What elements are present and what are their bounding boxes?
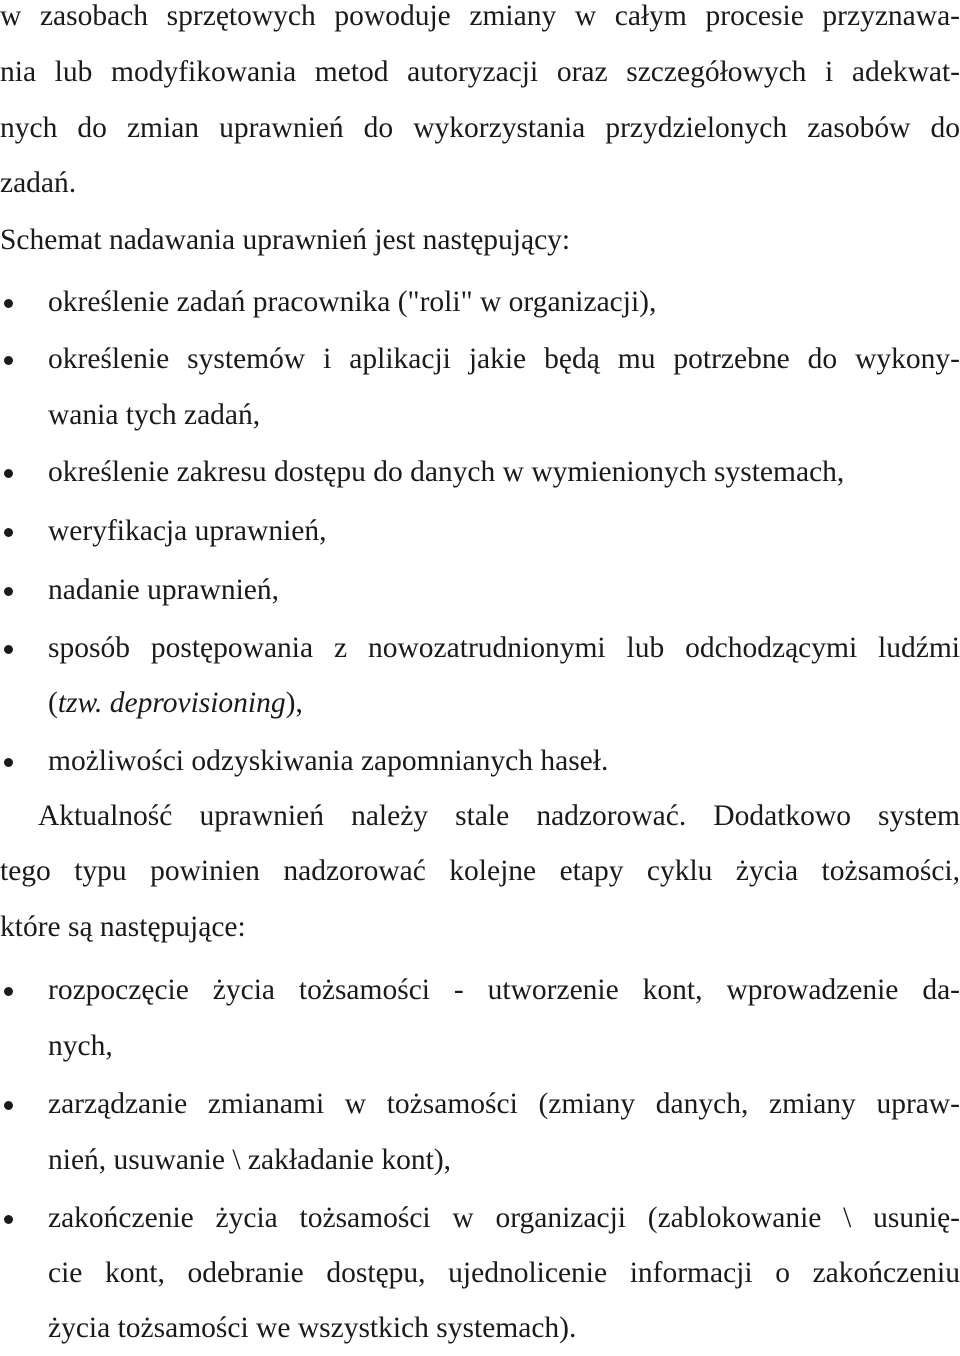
paren-close: ), [285, 687, 303, 719]
list-item-continuation: wania tych zadań, [48, 399, 261, 431]
paragraph-line: nych do zmian uprawnień do wykorzystania przydzielonych zasobów do [0, 112, 960, 144]
list-item: sposób postępowania z nowozatrudnionymi lub odchodzącymi ludźmi [48, 632, 960, 664]
list-item: określenie zadań pracownika ("roli" w organizacji), [48, 286, 657, 318]
list-item: możliwości odzyskiwania zapomnianych haseł. [48, 745, 609, 777]
list-item-continuation: nych, [48, 1030, 113, 1062]
list-item: określenie systemów i aplikacji jakie będą mu potrzebne do wykony- [48, 343, 960, 375]
list-item: zakończenie życia tożsamości w organizacji (zablokowanie \ usunię- [48, 1202, 960, 1234]
list-item-continuation [48, 675, 960, 731]
paragraph-line: tego typu powinien nadzorować kolejne etapy cyklu życia tożsamości, [0, 855, 960, 887]
list-item: określenie zakresu dostępu do danych w wymienionych systemach, [48, 456, 845, 488]
list-item: weryfikacja uprawnień, [48, 515, 327, 547]
list-item-continuation: nień, usuwanie \ zakładanie kont), [48, 1144, 452, 1176]
list-item-continuation: życia tożsamości we wszystkich systemach). [48, 1312, 577, 1344]
paragraph-line: w zasobach sprzętowych powoduje zmiany w całym procesie przyznawa- [0, 0, 960, 32]
bullet-icon [0, 1076, 26, 1132]
bullet-icon [0, 444, 26, 500]
italic-term: tzw. deprovisioning [57, 687, 286, 719]
bullet-icon [0, 562, 26, 618]
bullet-icon [0, 620, 26, 676]
bullet-icon [0, 962, 26, 1018]
bullet-icon [0, 503, 26, 559]
bullet-icon [0, 331, 26, 387]
bullet-icon [0, 1190, 26, 1246]
bullet-icon [0, 274, 26, 330]
paragraph-line: które są następujące: [0, 911, 246, 943]
list-item: nadanie uprawnień, [48, 574, 279, 606]
list-item-continuation: cie kont, odebranie dostępu, ujednolicenie informacji o zakończeniu [48, 1257, 960, 1289]
paren-open: ( [48, 687, 58, 719]
bullet-icon [0, 733, 26, 789]
list-item: rozpoczęcie życia tożsamości - utworzenie kont, wprowadzenie da- [48, 974, 960, 1006]
paragraph-line: zadań. [0, 167, 77, 199]
paragraph-line: Schemat nadawania uprawnień jest następujący: [0, 224, 571, 256]
paragraph-line: nia lub modyfikowania metod autoryzacji oraz szczegółowych i adekwat- [0, 56, 960, 88]
paragraph-line: Aktualność uprawnień należy stale nadzorować. Dodatkowo system [38, 800, 960, 832]
list-item: zarządzanie zmianami w tożsamości (zmiany danych, zmiany upraw- [48, 1088, 960, 1120]
